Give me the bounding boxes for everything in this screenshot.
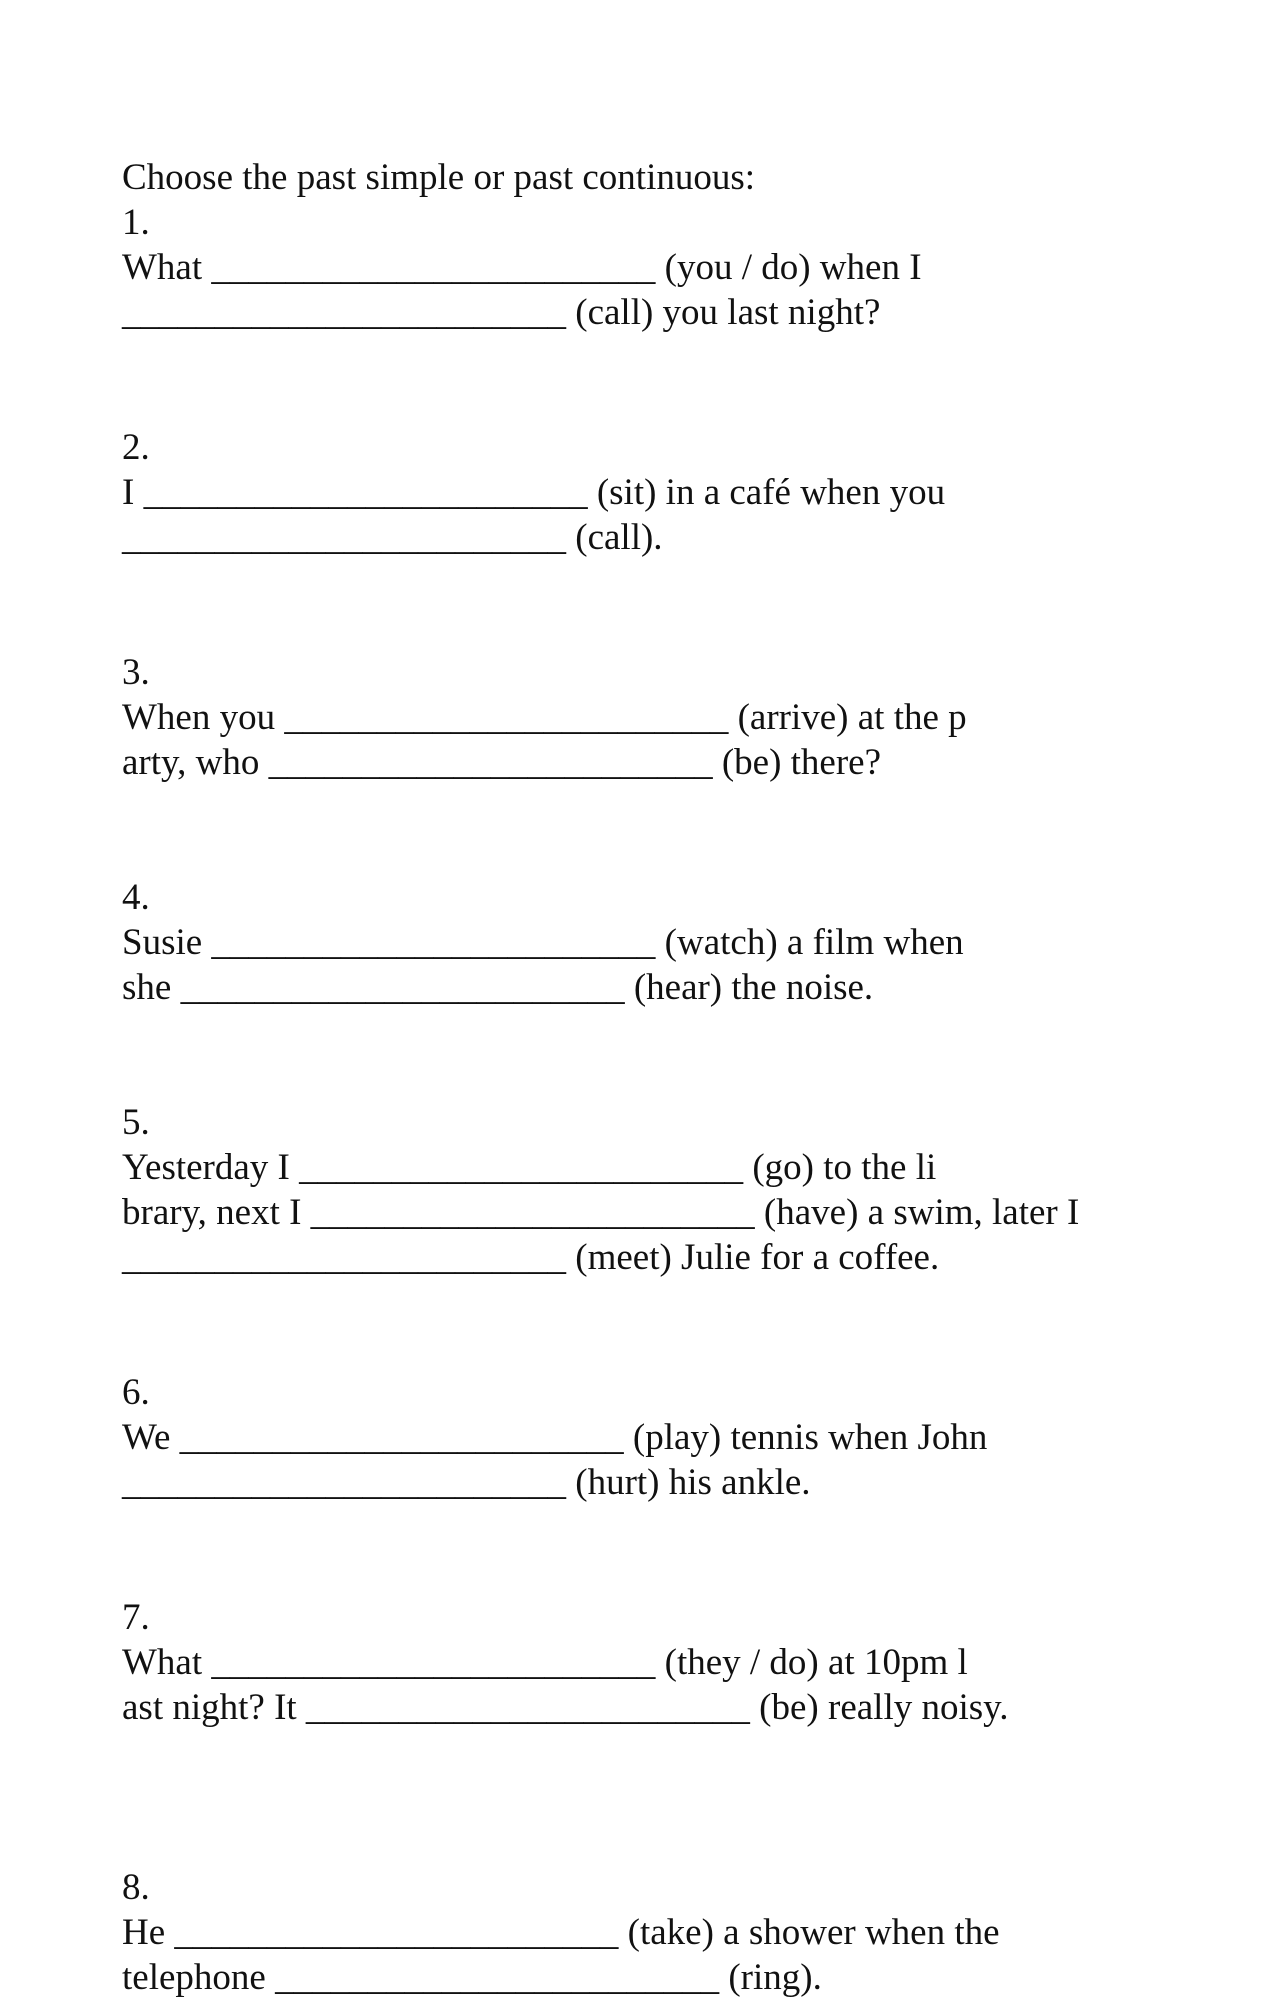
question-7	[122, 1595, 1280, 1730]
question-5	[122, 1100, 1280, 1280]
question-1	[122, 200, 1280, 335]
question-3	[122, 650, 1280, 785]
question-line: ast night? It ________________________ (be) really noisy.	[122, 1687, 1009, 1728]
question-line: ________________________ (call) you last night?	[122, 292, 881, 333]
question-line: ________________________ (hurt) his ankle.	[122, 1462, 811, 1503]
question-line: ________________________ (call).	[122, 517, 663, 558]
question-line: When you ________________________ (arrive) at the p	[122, 697, 967, 738]
question-line: Susie ________________________ (watch) a film when	[122, 922, 964, 963]
question-number: 5.	[122, 1102, 150, 1143]
question-number: 2.	[122, 427, 150, 468]
question-6	[122, 1370, 1280, 1505]
question-line: We ________________________ (play) tennis when John	[122, 1417, 988, 1458]
question-line: ________________________ (meet) Julie for a coffee.	[122, 1237, 940, 1278]
question-number: 6.	[122, 1372, 150, 1413]
question-4	[122, 875, 1280, 1010]
question-8	[122, 1865, 1280, 2000]
question-line: arty, who ________________________ (be) there?	[122, 742, 882, 783]
question-line: brary, next I ________________________ (have) a swim, later I	[122, 1192, 1080, 1233]
question-line: she ________________________ (hear) the noise.	[122, 967, 874, 1008]
question-number: 1.	[122, 202, 150, 243]
question-number: 7.	[122, 1597, 150, 1638]
question-line: Yesterday I ________________________ (go) to the li	[122, 1147, 937, 1188]
question-line: I ________________________ (sit) in a café when you	[122, 472, 946, 513]
question-line: What ________________________ (you / do) when I	[122, 247, 922, 288]
instruction: Choose the past simple or past continuous:	[122, 157, 756, 198]
question-number: 4.	[122, 877, 150, 918]
question-line: What ________________________ (they / do) at 10pm l	[122, 1642, 968, 1683]
question-number: 3.	[122, 652, 150, 693]
question-line: He ________________________ (take) a shower when the	[122, 1912, 1000, 1953]
question-number: 8.	[122, 1867, 150, 1908]
question-line: telephone ________________________ (ring).	[122, 1957, 822, 1998]
question-2	[122, 425, 1280, 560]
